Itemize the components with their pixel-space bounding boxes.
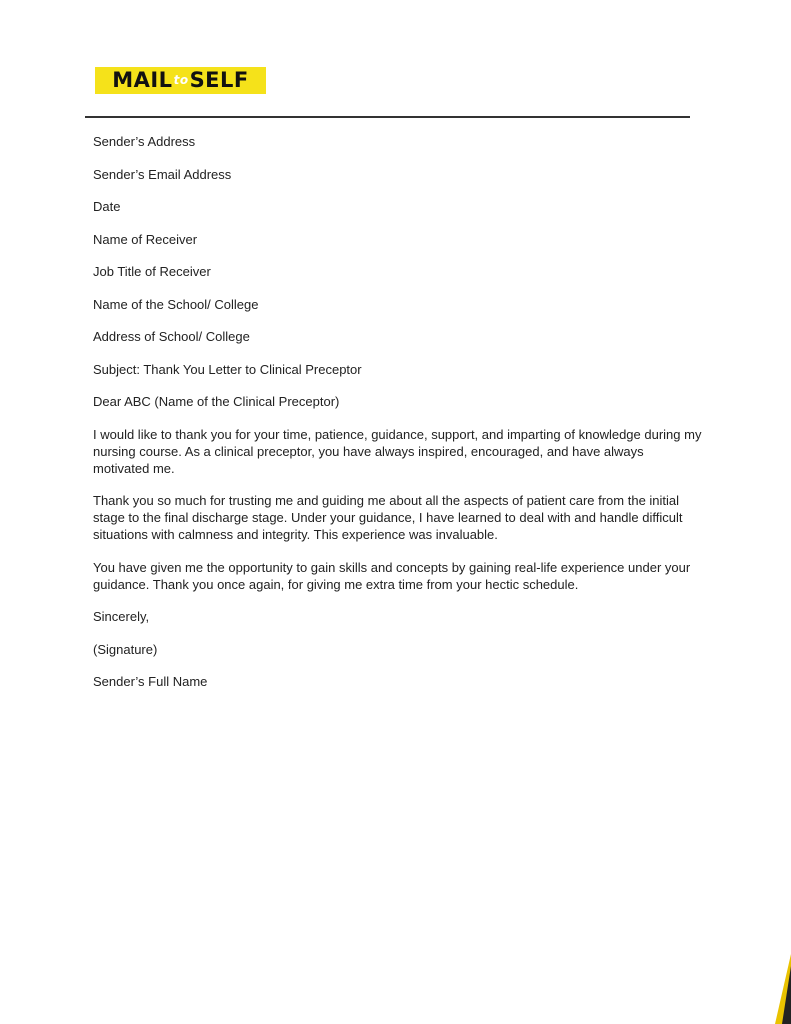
logo-text [112,70,249,91]
header-divider [85,116,690,118]
sender-full-name: Sender’s Full Name [93,674,208,689]
mail-to-self-logo [95,67,266,94]
school-name: Name of the School/ College [93,296,259,312]
logo-word-self: SELF [189,68,249,92]
letter-subject: Subject: Thank You Letter to Clinical Preceptor [93,361,362,377]
letter-body [93,133,703,706]
body-paragraph-2: Thank you so much for trusting me and guiding me about all the aspects of patient care from the initial stage to the final discharge stage. Under your guidance, I have learned to deal with and handle difficult situations with calmness and integrity. This experience was invaluable. [93,493,683,542]
school-address: Address of School/ College [93,329,250,344]
letter-date: Date [93,199,121,214]
closing: Sincerely, [93,609,150,624]
body-paragraph-1: I would like to thank you for your time, patience, guidance, support, and imparting of knowledge during my nursing course. As a clinical preceptor, you have always inspired, encouraged, and have always motivated me. [93,426,702,476]
logo-word-to: to [173,73,189,87]
signature: (Signature) [93,641,158,657]
salutation: Dear ABC (Name of the Clinical Preceptor) [93,394,340,409]
body-paragraph-3: You have given me the opportunity to gain skills and concepts by gaining real-life experience under your guidance. Thank you once again, for giving me extra time from your hectic schedule. [93,559,691,592]
receiver-name: Name of Receiver [93,231,198,247]
logo-word-mail: MAIL [112,68,173,92]
sender-email: Sender’s Email Address [93,166,232,182]
sender-address: Sender’s Address [93,134,196,149]
receiver-job-title: Job Title of Receiver [93,264,211,279]
corner-decoration [773,954,791,1024]
